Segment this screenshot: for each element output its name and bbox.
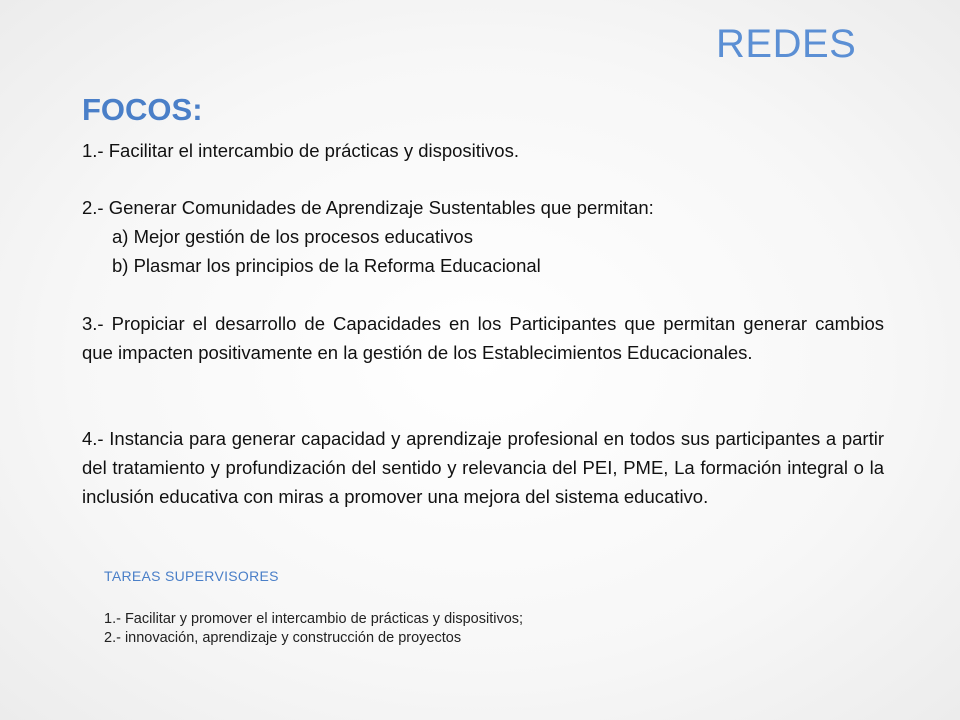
foco-item-2: 2.- Generar Comunidades de Aprendizaje Sustentables que permitan: xyxy=(82,197,654,218)
tarea-item-2: 2.- innovación, aprendizaje y construcción de proyectos xyxy=(104,630,462,646)
tarea-item-1: 1.- Facilitar y promover el intercambio de prácticas y dispositivos; xyxy=(104,611,524,627)
slide-title: REDES xyxy=(716,22,857,66)
focos-heading: FOCOS: xyxy=(82,92,203,127)
tareas-heading: TAREAS SUPERVISORES xyxy=(104,568,279,584)
foco-item-2a: a) Mejor gestión de los procesos educativos xyxy=(112,226,473,247)
foco-item-3: 3.- Propiciar el desarrollo de Capacidades en los Participantes que permitan generar cambios que impacten positivamente en la gestión de los Establecimientos Educacionales. xyxy=(82,313,884,363)
foco-item-4: 4.- Instancia para generar capacidad y aprendizaje profesional en todos sus participantes a partir del tratamiento y profundización del sentido y relevancia del PEI, PME, La formación integral o la inclusión educativa con miras a promover una mejora del sistema educativo. xyxy=(82,428,884,507)
foco-item-2b: b) Plasmar los principios de la Reforma Educacional xyxy=(112,255,541,276)
foco-item-1: 1.- Facilitar el intercambio de prácticas y dispositivos. xyxy=(82,140,519,161)
